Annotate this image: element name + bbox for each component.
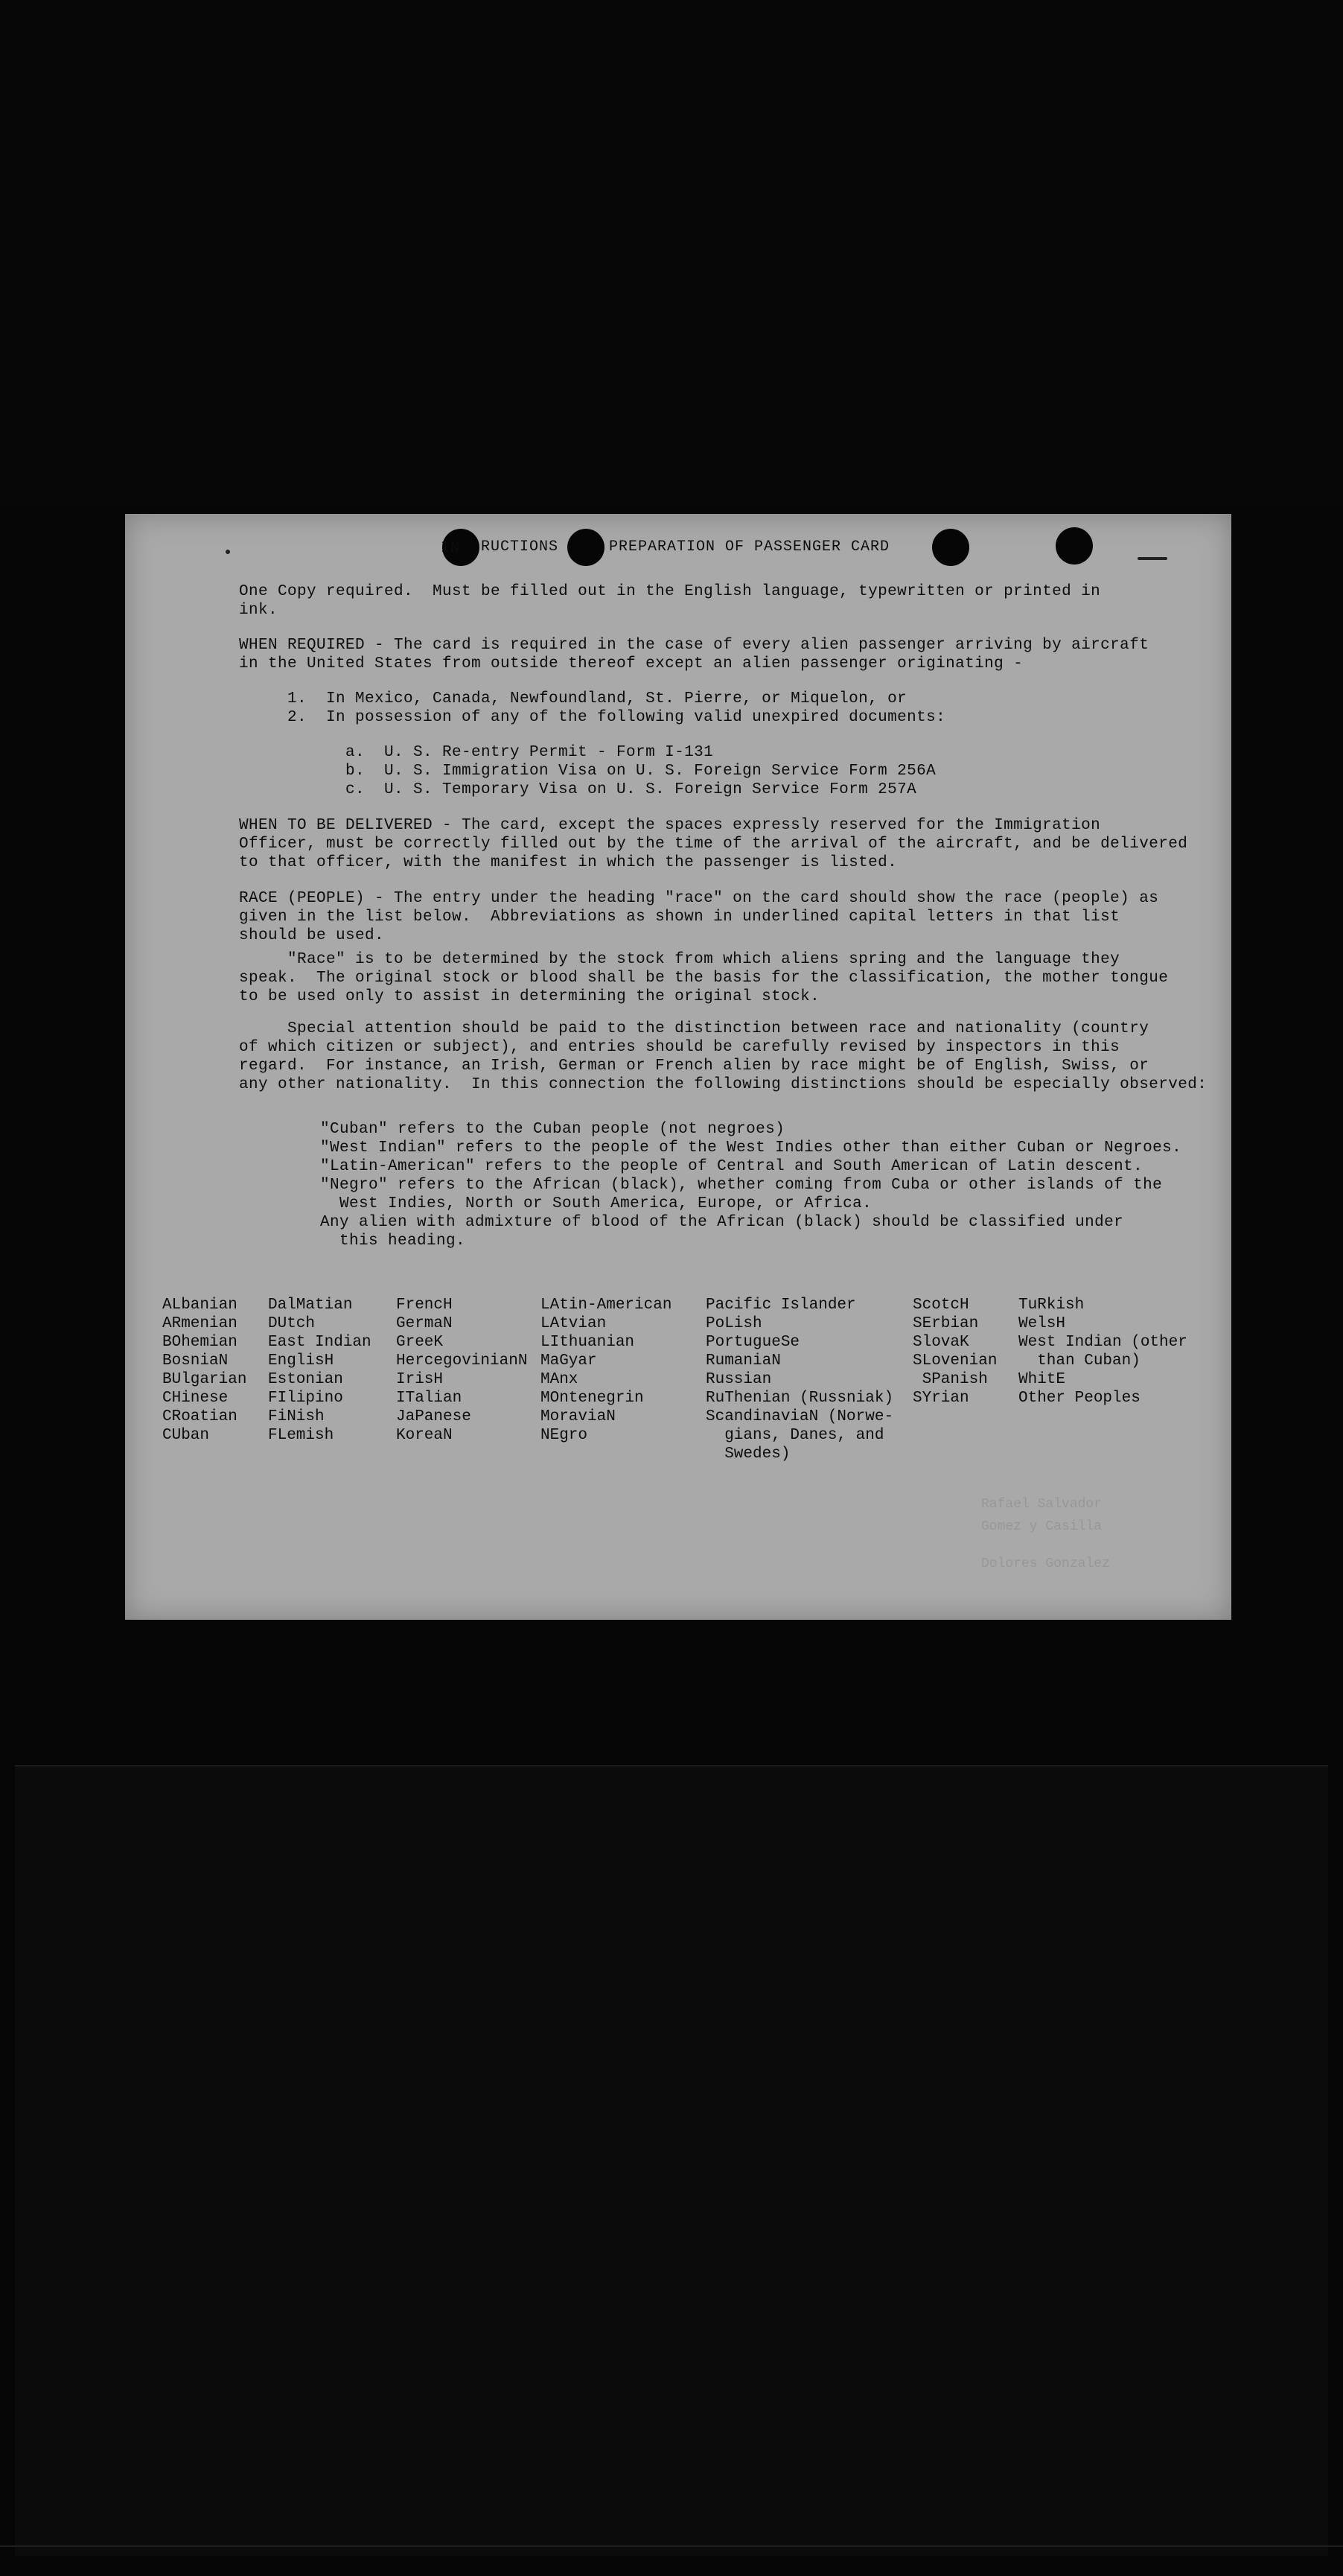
numbered-item: 2. In possession of any of the following valid unexpired documents: xyxy=(287,709,946,726)
race-entry: FiNish xyxy=(268,1408,325,1425)
race-entry: GreeK xyxy=(396,1334,444,1351)
lettered-item: b. U. S. Immigration Visa on U. S. Foreign Service Form 256A xyxy=(345,763,937,780)
race-entry: FLemish xyxy=(268,1427,334,1444)
race-entry: MAnx xyxy=(540,1371,578,1388)
race-column xyxy=(706,1296,893,1463)
distinction-line: "West Indian" refers to the people of the West Indies other than either Cuban or Negroes. xyxy=(320,1139,1182,1157)
race-entry: EnglisH xyxy=(268,1352,334,1370)
race-entry: West Indian (other xyxy=(1018,1334,1187,1351)
race-entry: FrencH xyxy=(396,1297,453,1314)
bleed-through-text: Dolores Gonzalez xyxy=(981,1556,1110,1571)
distinction-line: West Indies, North or South America, Europe, or Africa. xyxy=(320,1195,873,1212)
special-attention-line: of which citizen or subject), and entries should be carefully revised by inspectors in this xyxy=(239,1039,1120,1056)
lettered-item: c. U. S. Temporary Visa on U. S. Foreign Service Form 257A xyxy=(345,781,917,798)
race-entry: Estonian xyxy=(268,1371,343,1388)
race-entry: East Indian xyxy=(268,1334,371,1351)
film-background-top xyxy=(0,0,1343,506)
race-entry: KoreaN xyxy=(396,1427,453,1444)
race-entry: LAtin-American xyxy=(540,1297,672,1314)
distinction-line: "Latin-American" refers to the people of Central and South American of Latin descent. xyxy=(320,1158,1143,1175)
film-scratch xyxy=(0,2545,1343,2547)
race-entry: Russian xyxy=(706,1371,772,1388)
race-defined-line: to be used only to assist in determining the original stock. xyxy=(239,988,820,1005)
race-entry: FIlipino xyxy=(268,1390,343,1407)
when-required-line: in the United States from outside thereof except an alien passenger originating - xyxy=(239,655,1024,672)
lettered-item: a. U. S. Re-entry Permit - Form I-131 xyxy=(345,744,714,761)
bleed-through-text: Gomez y Casilla xyxy=(981,1519,1103,1534)
race-entry: SLovenian xyxy=(913,1352,998,1370)
race-entry: CUban xyxy=(162,1427,210,1444)
race-entry: ScotcH xyxy=(913,1297,969,1314)
intro-line: One Copy required. Must be filled out in the English language, typewritten or printed in xyxy=(239,583,1101,600)
race-entry: gians, Danes, and xyxy=(706,1427,884,1444)
race-entry: Swedes) xyxy=(706,1446,791,1463)
when-required-line: WHEN REQUIRED - The card is required in the case of every alien passenger arriving by aircraft xyxy=(239,637,1149,654)
race-entry: WhitE xyxy=(1018,1371,1066,1388)
race-line: should be used. xyxy=(239,927,385,944)
race-entry: MaGyar xyxy=(540,1352,597,1370)
distinction-line: this heading. xyxy=(320,1233,466,1250)
document-title: PREPARATION OF PASSENGER CARD xyxy=(609,538,890,556)
race-entry: BUlgarian xyxy=(162,1371,247,1388)
race-entry: IrisH xyxy=(396,1371,444,1388)
punch-hole xyxy=(1056,527,1093,565)
race-entry: LIthuanian xyxy=(540,1334,635,1351)
punch-hole xyxy=(567,529,604,566)
race-entry: HercegovinianN xyxy=(396,1352,528,1370)
race-column xyxy=(540,1296,672,1445)
ink-mark xyxy=(1138,557,1167,560)
race-entry: ITalian xyxy=(396,1390,462,1407)
ink-speck xyxy=(226,550,230,554)
punch-hole xyxy=(932,529,969,566)
race-column xyxy=(913,1296,997,1408)
race-entry: JaPanese xyxy=(396,1408,471,1425)
film-background-bottom xyxy=(15,1765,1328,2556)
when-delivered-line: WHEN TO BE DELIVERED - The card, except the spaces expressly reserved for the Immigration xyxy=(239,817,1101,834)
race-entry: MoraviaN xyxy=(540,1408,616,1425)
race-entry: CHinese xyxy=(162,1390,229,1407)
race-column xyxy=(268,1296,371,1445)
race-entry: CRoatian xyxy=(162,1408,237,1425)
title-fragment: IN xyxy=(441,540,461,557)
passenger-card-instructions xyxy=(125,514,1231,1620)
race-entry: MOntenegrin xyxy=(540,1390,644,1407)
race-entry: Pacific Islander xyxy=(706,1297,856,1314)
intro-line: ink. xyxy=(239,602,278,619)
race-entry: PoLish xyxy=(706,1315,762,1332)
race-entry: DUtch xyxy=(268,1315,316,1332)
race-entry: GermaN xyxy=(396,1315,453,1332)
race-entry: BOhemian xyxy=(162,1334,237,1351)
race-entry: WelsH xyxy=(1018,1315,1066,1332)
race-entry: BosniaN xyxy=(162,1352,229,1370)
race-entry: PortugueSe xyxy=(706,1334,800,1351)
distinction-line: Any alien with admixture of blood of the African (black) should be classified under xyxy=(320,1214,1124,1231)
distinction-line: "Cuban" refers to the Cuban people (not negroes) xyxy=(320,1121,785,1138)
special-attention-line: Special attention should be paid to the distinction between race and nationality (country xyxy=(239,1020,1149,1037)
race-defined-line: speak. The original stock or blood shall be the basis for the classification, the mother tongue xyxy=(239,970,1169,987)
race-entry: SlovaK xyxy=(913,1334,969,1351)
race-entry: SYrian xyxy=(913,1390,969,1407)
numbered-item: 1. In Mexico, Canada, Newfoundland, St. Pierre, or Miquelon, or xyxy=(287,690,907,707)
race-entry: SPanish xyxy=(913,1371,988,1388)
special-attention-line: any other nationality. In this connection the following distinctions should be especially observed: xyxy=(239,1076,1208,1093)
bleed-through-text: Rafael Salvador xyxy=(981,1497,1103,1512)
race-line: given in the list below. Abbreviations as shown in underlined capital letters in that list xyxy=(239,909,1120,926)
race-entry: DalMatian xyxy=(268,1297,353,1314)
race-entry: NEgro xyxy=(540,1427,588,1444)
title-fragment: RUCTIONS xyxy=(481,538,559,556)
race-entry: TuRkish xyxy=(1018,1297,1085,1314)
race-entry: than Cuban) xyxy=(1018,1352,1141,1370)
race-column xyxy=(162,1296,246,1445)
race-entry: LAtvian xyxy=(540,1315,607,1332)
race-line: RACE (PEOPLE) - The entry under the heading "race" on the card should show the race (people) as xyxy=(239,890,1159,907)
race-entry: RumaniaN xyxy=(706,1352,781,1370)
race-entry: SErbian xyxy=(913,1315,979,1332)
race-entry: ALbanian xyxy=(162,1297,237,1314)
race-entry: Other Peoples xyxy=(1018,1390,1141,1407)
race-column xyxy=(396,1296,527,1445)
special-attention-line: regard. For instance, an Irish, German or French alien by race might be of English, Swiss, or xyxy=(239,1058,1149,1075)
race-entry: ScandinaviaN (Norwe- xyxy=(706,1408,894,1425)
when-delivered-line: to that officer, with the manifest in which the passenger is listed. xyxy=(239,854,898,871)
race-entry: RuThenian (Russniak) xyxy=(706,1390,894,1407)
race-entry: ARmenian xyxy=(162,1315,237,1332)
when-delivered-line: Officer, must be correctly filled out by the time of the arrival of the aircraft, and be delivered xyxy=(239,836,1188,853)
distinction-line: "Negro" refers to the African (black), whether coming from Cuba or other islands of the xyxy=(320,1177,1163,1194)
race-column xyxy=(1018,1296,1187,1408)
race-defined-line: "Race" is to be determined by the stock from which aliens spring and the language they xyxy=(239,951,1120,968)
